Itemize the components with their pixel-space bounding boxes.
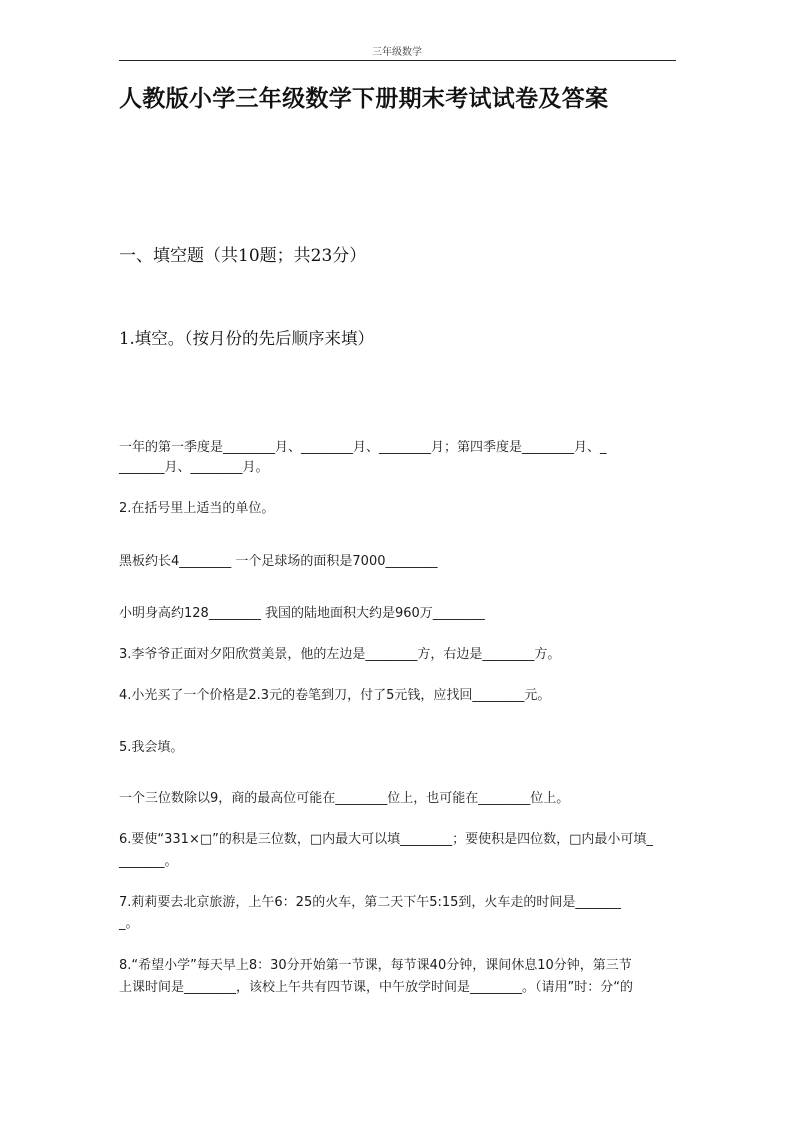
question-2-heading: 2.在括号里上适当的单位。 (119, 501, 275, 516)
question-5-heading: 5.我会填。 (119, 740, 184, 755)
header-divider (119, 60, 676, 61)
question-4-text: 4.小光买了一个价格是2.3元的卷笔到刀，付了5元钱，应找回________元。 (119, 688, 551, 703)
question-8-line-2: 上课时间是________，该校上午共有四节课，中午放学时间是________。（请用”时：分“的 (119, 980, 633, 995)
question-8-line-1: 8.“希望小学”每天早上8：30分开始第一节课，每节课40分钟，课间休息10分钟，第三节 (119, 958, 632, 973)
section-heading-fill-blanks: 一、填空题（共10题；共23分） (119, 246, 367, 266)
question-1-line-2: _______月、________月。 (119, 460, 269, 475)
question-2-line-1: 黑板约长4________ 一个足球场的面积是7000________ (119, 554, 438, 569)
question-6-line-2: _______。 (119, 854, 178, 869)
question-7-line-1: 7.莉莉要去北京旅游，上午6：25的火车，第二天下午5:15到，火车走的时间是_______ (119, 895, 621, 910)
question-5-line-1: 一个三位数除以9，商的最高位可能在________位上，也可能在________位上。 (119, 791, 570, 806)
question-2-line-2: 小明身高约128________ 我国的陆地面积大约是960万________ (119, 606, 485, 621)
question-1-heading: 1.填空。（按月份的先后顺序来填） (119, 329, 374, 348)
document-title: 人教版小学三年级数学下册期末考试试卷及答案 (119, 86, 609, 112)
question-7-line-2: _。 (119, 916, 139, 931)
question-1-line-1: 一年的第一季度是________月、________月、________月；第四季度是________月、_ (119, 440, 607, 455)
question-3-text: 3.李爷爷正面对夕阳欣赏美景，他的左边是________方，右边是________方。 (119, 647, 561, 662)
question-6-line-1: 6.要使“331×□”的积是三位数，□内最大可以填________；要使积是四位数，□内最小可填_ (119, 832, 653, 847)
running-header: 三年级数学 (372, 47, 422, 58)
